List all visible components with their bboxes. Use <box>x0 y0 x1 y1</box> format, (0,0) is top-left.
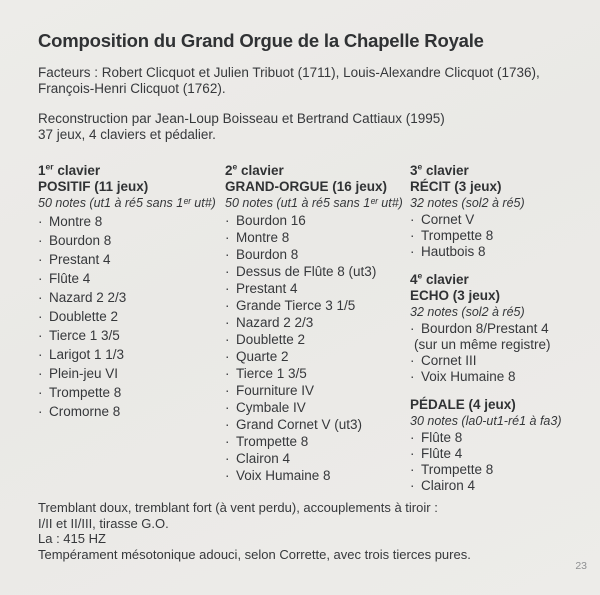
stop-bullet: · <box>410 369 415 384</box>
stop-label: Clairon 4 <box>421 478 476 493</box>
division-compass: 50 notes (ut1 à ré5 sans 1ᵉʳ ut#) <box>225 196 403 210</box>
stop-bullet: · <box>38 404 43 419</box>
clavier-ordinal-suffix: er <box>45 161 54 172</box>
footer-line-temperament: Tempérament mésotonique adouci, selon Corrette, avec trois tierces pures. <box>38 546 471 562</box>
stop-label: Doublette 2 <box>236 332 306 347</box>
stop-item <box>38 364 225 383</box>
division-echo <box>410 272 578 385</box>
stop-item <box>225 263 410 280</box>
stop-label: Plein-jeu VI <box>49 366 119 381</box>
clavier-number: 2 <box>225 163 233 178</box>
division-pedale <box>410 397 578 494</box>
stop-item <box>225 229 410 246</box>
stop-item <box>38 345 225 364</box>
stop-bullet: · <box>38 271 43 286</box>
stop-label: Cymbale IV <box>236 400 306 415</box>
stop-list-grand-orgue <box>225 212 410 484</box>
page-title: Composition du Grand Orgue de la Chapelle Royale <box>38 30 484 51</box>
stop-label: Flûte 4 <box>49 271 91 286</box>
clavier-word: clavier <box>53 163 101 178</box>
stop-item <box>410 478 578 494</box>
stop-item <box>38 212 225 231</box>
stop-item <box>225 297 410 314</box>
stop-item <box>38 269 225 288</box>
clavier-ordinal-suffix: e <box>232 161 238 172</box>
stop-item <box>38 231 225 250</box>
division-compass: 30 notes (la0-ut1-ré1 à fa3) <box>410 414 562 428</box>
stop-label: Larigot 1 1/3 <box>49 347 125 362</box>
clavier-ordinal-1 <box>38 163 225 179</box>
stop-label: Tierce 1 3/5 <box>236 366 307 381</box>
stop-list-echo <box>410 321 578 385</box>
clavier-number: 3 <box>410 163 418 178</box>
stop-item <box>225 314 410 331</box>
column-2 <box>225 163 410 484</box>
stop-label: Fourniture IV <box>236 383 315 398</box>
stop-item <box>225 246 410 263</box>
stop-item <box>225 365 410 382</box>
stop-item <box>38 326 225 345</box>
stop-bullet: · <box>225 383 230 398</box>
clavier-word: clavier <box>237 163 284 178</box>
stop-bullet: · <box>38 366 43 381</box>
stop-bullet: · <box>38 252 43 267</box>
stop-label: Doublette 2 <box>49 309 119 324</box>
page-number: 23 <box>575 560 587 572</box>
stop-item <box>38 288 225 307</box>
stop-bullet: · <box>410 462 415 477</box>
clavier-number: 1 <box>38 163 46 178</box>
stop-item <box>410 228 578 244</box>
footer-line-diapason: La : 415 HZ <box>38 531 106 546</box>
stop-bullet: · <box>225 281 230 296</box>
clavier-word: clavier <box>422 163 469 178</box>
stop-label: Flûte 8 <box>421 430 463 445</box>
division-compass: 32 notes (sol2 à ré5) <box>410 196 525 210</box>
stop-label: Clairon 4 <box>236 451 291 466</box>
stop-bullet: · <box>38 328 43 343</box>
stop-label: (sur un même registre) <box>414 337 551 352</box>
stop-bullet: · <box>225 468 230 483</box>
division-compass: 32 notes (sol2 à ré5) <box>410 305 525 319</box>
stop-bullet: · <box>225 247 230 262</box>
stop-label: Bourdon 16 <box>236 213 306 228</box>
stop-label: Montre 8 <box>236 230 290 245</box>
stop-item <box>410 353 578 369</box>
division-name: RÉCIT (3 jeux) <box>410 179 502 194</box>
stop-bullet: · <box>410 446 415 461</box>
stop-label: Nazard 2 2/3 <box>236 315 314 330</box>
stop-bullet: · <box>225 451 230 466</box>
stop-list-pedale <box>410 430 578 494</box>
stop-bullet: · <box>38 214 43 229</box>
reconstruction-line2: 37 jeux, 4 claviers et pédalier. <box>38 127 216 142</box>
stop-label: Montre 8 <box>49 214 103 229</box>
stop-item <box>225 399 410 416</box>
stop-bullet: · <box>38 385 43 400</box>
stop-label: Trompette 8 <box>49 385 122 400</box>
stop-bullet: · <box>38 290 43 305</box>
stop-bullet: · <box>410 478 415 493</box>
stop-bullet: · <box>225 315 230 330</box>
clavier-number: 4 <box>410 272 418 287</box>
stop-item <box>225 280 410 297</box>
stop-bullet: · <box>38 233 43 248</box>
stop-label: Quarte 2 <box>236 349 289 364</box>
stop-label: Trompette 8 <box>421 462 494 477</box>
stop-item <box>225 450 410 467</box>
stop-label: Dessus de Flûte 8 (ut3) <box>236 264 377 279</box>
stop-item <box>225 212 410 229</box>
stop-bullet: · <box>410 212 415 227</box>
column-1 <box>38 163 225 421</box>
stop-label: Bourdon 8 <box>236 247 299 262</box>
stop-item <box>38 383 225 402</box>
stop-bullet: · <box>225 264 230 279</box>
stop-bullet: · <box>410 228 415 243</box>
clavier-ordinal-suffix: e <box>417 270 423 281</box>
stop-label: Hautbois 8 <box>421 244 486 259</box>
clavier-ordinal-2 <box>225 163 410 179</box>
stop-item <box>410 244 578 260</box>
reconstruction-text <box>38 111 578 143</box>
stop-label: Cromorne 8 <box>49 404 121 419</box>
stop-label: Bourdon 8 <box>49 233 112 248</box>
stop-bullet: · <box>410 353 415 368</box>
stop-item <box>225 382 410 399</box>
stop-bullet: · <box>225 417 230 432</box>
stop-bullet: · <box>225 230 230 245</box>
stop-item <box>410 446 578 462</box>
stop-bullet: · <box>225 434 230 449</box>
division-name: ECHO (3 jeux) <box>410 288 501 303</box>
division-name: GRAND-ORGUE (16 jeux) <box>225 179 388 194</box>
stop-item <box>225 467 410 484</box>
footer-line-tremblants: Tremblant doux, tremblant fort (à vent perdu), accouplements à tiroir : <box>38 500 438 515</box>
facteurs-text: Facteurs : Robert Clicquot et Julien Tribuot (1711), Louis-Alexandre Clicquot (1736), François-Henri Clicquot (1762). <box>38 65 540 96</box>
stop-bullet: · <box>38 309 43 324</box>
stop-item <box>225 348 410 365</box>
stop-label: Voix Humaine 8 <box>421 369 516 384</box>
stop-label: Bourdon 8/Prestant 4 <box>421 321 549 336</box>
stop-item <box>225 416 410 433</box>
stop-bullet: · <box>225 366 230 381</box>
stop-item <box>38 402 225 421</box>
footer-line-accouplements: I/II et II/III, tirasse G.O. <box>38 515 169 531</box>
stop-item <box>38 250 225 269</box>
stop-item <box>225 433 410 450</box>
stop-label: Prestant 4 <box>49 252 111 267</box>
stop-item <box>410 212 578 228</box>
stop-item <box>410 430 578 446</box>
stop-label: Trompette 8 <box>421 228 494 243</box>
stop-list-positif <box>38 212 225 421</box>
stop-bullet: · <box>225 400 230 415</box>
division-recit <box>410 163 578 260</box>
clavier-ordinal-4 <box>410 272 578 288</box>
stop-label: Cornet III <box>421 353 477 368</box>
reconstruction-line1: Reconstruction par Jean-Loup Boisseau et Bertrand Cattiaux (1995) <box>38 111 445 126</box>
stop-bullet: · <box>225 332 230 347</box>
stop-item <box>410 462 578 478</box>
clavier-ordinal-3 <box>410 163 578 179</box>
stop-bullet: · <box>225 349 230 364</box>
stop-bullet: · <box>38 347 43 362</box>
stop-bullet: · <box>410 321 415 336</box>
divisions-columns <box>38 163 578 494</box>
stop-label: Prestant 4 <box>236 281 298 296</box>
stop-label: Flûte 4 <box>421 446 463 461</box>
clavier-word: clavier <box>422 272 469 287</box>
stop-label: Grande Tierce 3 1/5 <box>236 298 356 313</box>
stop-bullet: · <box>410 244 415 259</box>
division-compass: 50 notes (ut1 à ré5 sans 1ᵉʳ ut#) <box>38 196 216 210</box>
stop-bullet: · <box>225 298 230 313</box>
stop-bullet: · <box>225 213 230 228</box>
stop-label: Voix Humaine 8 <box>236 468 331 483</box>
division-name: POSITIF (11 jeux) <box>38 179 149 194</box>
stop-label: Tierce 1 3/5 <box>49 328 120 343</box>
stop-bullet: · <box>410 430 415 445</box>
stop-item <box>410 369 578 385</box>
footer-notes <box>38 500 471 562</box>
stop-item <box>410 321 578 337</box>
stop-label: Grand Cornet V (ut3) <box>236 417 363 432</box>
division-positif <box>38 163 225 421</box>
clavier-ordinal-suffix: e <box>417 161 423 172</box>
division-name: PÉDALE (4 jeux) <box>410 397 516 412</box>
stop-item <box>225 331 410 348</box>
stop-label: Trompette 8 <box>236 434 309 449</box>
stop-item <box>38 307 225 326</box>
column-3 <box>410 163 578 494</box>
division-grand-orgue <box>225 163 410 484</box>
stop-item <box>410 337 578 353</box>
stop-label: Nazard 2 2/3 <box>49 290 127 305</box>
stop-label: Cornet V <box>421 212 475 227</box>
stop-list-recit <box>410 212 578 260</box>
